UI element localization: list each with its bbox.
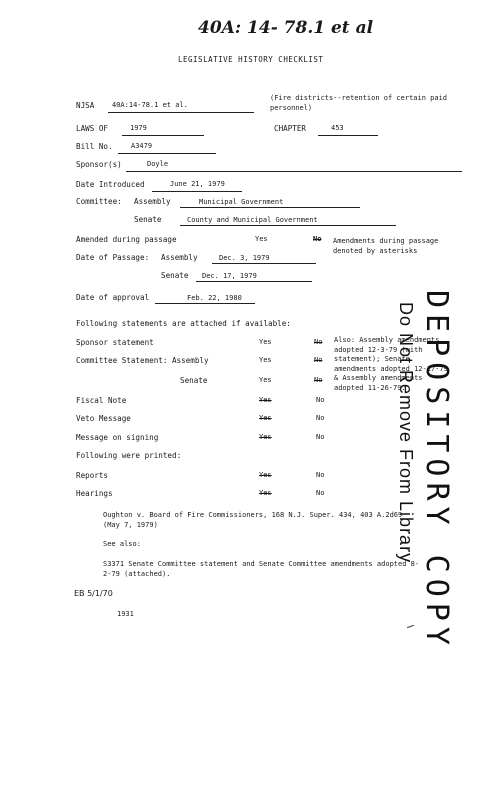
laws-of-underline: [122, 135, 204, 136]
statement-label: Committee Statement: Assembly: [76, 356, 209, 365]
laws-of-label: LAWS OF: [76, 124, 109, 133]
depository-stamp: DEPOSITORY COPY: [419, 290, 454, 651]
printed-label: Hearings: [76, 489, 113, 498]
date-of-passage-label: Date of Passage:: [76, 253, 150, 262]
sponsor-label: Sponsor(s): [76, 160, 122, 169]
njsa-label: NJSA: [76, 101, 95, 110]
do-not-remove-stamp: Do Not Remove From Library: [396, 302, 416, 564]
committee-assembly-value: Municipal Government: [199, 198, 284, 206]
amended-note: Amendments during passage denoted by asterisks: [333, 237, 439, 255]
statement-no: No: [316, 433, 325, 441]
committee-label: Committee:: [76, 197, 122, 206]
passage-assembly-value: Dec. 3, 1979: [219, 254, 270, 262]
chapter-underline: [318, 135, 378, 136]
date-of-approval-label: Date of approval: [76, 293, 150, 302]
handwritten-title: 40A: 14- 78.1 et al: [198, 18, 374, 38]
committee-assembly-underline: [180, 207, 360, 208]
njsa-description: (Fire districts--retention of certain paid personnel): [270, 94, 448, 112]
bill-no-underline: [118, 153, 216, 154]
date-introduced-value: June 21, 1979: [170, 180, 225, 188]
passage-senate-label: Senate: [161, 271, 189, 280]
committee-senate-value: County and Municipal Government: [187, 216, 318, 224]
statement-yes: Yes: [259, 414, 272, 422]
bill-no-label: Bill No.: [76, 142, 113, 151]
printed-yes: Yes: [259, 471, 272, 479]
statement-no: No: [316, 414, 325, 422]
njsa-underline: [108, 112, 254, 113]
initials-date: EB 5/1/70: [74, 589, 113, 598]
statement-label: Message on signing: [76, 433, 159, 442]
stray-pen-mark: [407, 625, 414, 628]
passage-assembly-underline: [212, 263, 316, 264]
statement-no: No: [314, 376, 323, 384]
statement-label: Sponsor statement: [76, 338, 154, 347]
sponsor-underline: [126, 171, 462, 172]
statement-label: Veto Message: [76, 414, 131, 423]
statement-yes: Yes: [259, 338, 272, 346]
passage-senate-value: Dec. 17, 1979: [202, 272, 257, 280]
following-attached-heading: Following statements are attached if available:: [76, 319, 291, 328]
following-printed-heading: Following were printed:: [76, 451, 182, 460]
committee-senate-underline: [180, 225, 396, 226]
small-mark: 1931: [117, 610, 134, 618]
laws-of-value: 1979: [130, 124, 147, 132]
printed-label: Reports: [76, 471, 109, 480]
printed-no: No: [316, 471, 325, 479]
chapter-label: CHAPTER: [274, 124, 307, 133]
see-also-label: See also:: [103, 540, 141, 548]
amended-no-struck: No: [313, 235, 322, 243]
statement-no: No: [316, 396, 325, 404]
statement-yes: Yes: [259, 356, 272, 364]
statement-yes: Yes: [259, 376, 272, 384]
printed-yes: Yes: [259, 489, 272, 497]
case-citation: Oughton v. Board of Fire Commissioners, 168 N.J. Super. 434, 403 A.2d69 (May 7, 1979): [103, 511, 403, 529]
chapter-value: 453: [331, 124, 344, 132]
date-introduced-label: Date Introduced: [76, 180, 145, 189]
page-heading: LEGISLATIVE HISTORY CHECKLIST: [178, 55, 324, 64]
see-also-text: S3371 Senate Committee statement and Senate Committee amendments adopted 8-2-79 (attached).: [103, 560, 420, 578]
date-of-approval-value: Feb. 22, 1980: [187, 294, 242, 302]
amended-yes: Yes: [255, 235, 268, 243]
njsa-value: 40A:14-78.1 et al.: [112, 101, 188, 109]
bill-no-value: A3479: [131, 142, 153, 150]
statement-label: Senate: [180, 376, 208, 385]
amended-label: Amended during passage: [76, 235, 177, 244]
passage-assembly-label: Assembly: [161, 253, 198, 262]
statement-yes: Yes: [259, 396, 272, 404]
date-of-approval-underline: [155, 303, 255, 304]
date-introduced-underline: [152, 191, 242, 192]
printed-no: No: [316, 489, 325, 497]
statement-yes: Yes: [259, 433, 272, 441]
statement-label: Fiscal Note: [76, 396, 127, 405]
sponsor-value: Doyle: [147, 160, 169, 168]
committee-assembly-label: Assembly: [134, 197, 171, 206]
committee-senate-label: Senate: [134, 215, 162, 224]
also-note: Also: Assembly amendments adopted 12-3-79 (with statement); Senate amendments adopted 12-17-79 & Assembly amendments adopted 11-26-79.: [334, 336, 448, 392]
statement-no: No: [314, 356, 323, 364]
statement-no: No: [314, 338, 323, 346]
passage-senate-underline: [196, 281, 312, 282]
